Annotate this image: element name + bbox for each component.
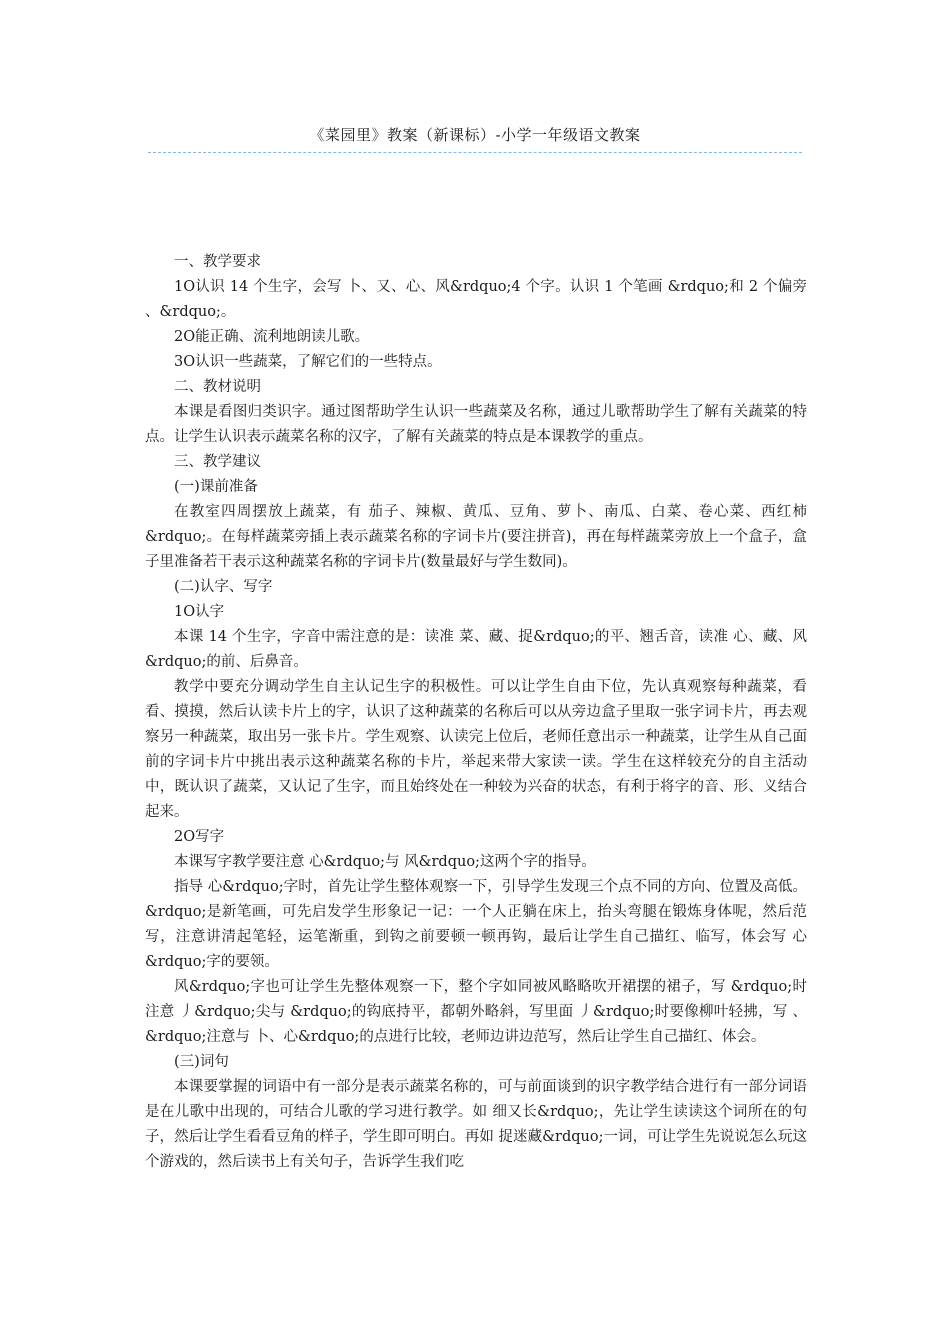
body-paragraph: 本课写字教学要注意 心&rdquo;与 风&rdquo;这两个字的指导。 — [174, 854, 596, 870]
body-paragraph: 本课 14 个生字，字音中需注意的是：读准 菜、藏、捉&rdquo;的平、翘舌音，读准 心、藏、风&rdquo;的前、后鼻音。 — [145, 629, 807, 670]
body-paragraph: 本课要掌握的词语中有一部分是表示蔬菜名称的，可与前面谈到的识字教学结合进行有一部分词语是在儿歌中出现的，可结合儿歌的学习进行教学。如 细又长&rdquo;，先让学生读读这个词所在的句子，然后让学生看看豆角的样子，学生即可明白。再如 捉迷藏&rdquo;一词，可让学生先说说怎么玩这个游戏的，然后读书上有关句子，告诉学生我们吃 — [145, 1079, 807, 1170]
section-heading: 二、教材说明 — [174, 379, 261, 395]
body-paragraph: 本课是看图归类识字。通过图帮助学生认识一些蔬菜及名称，通过儿歌帮助学生了解有关蔬菜的特点。让学生认识表示蔬菜名称的汉字，了解有关蔬菜的特点是本课教学的重点。 — [145, 404, 807, 445]
document-title: 《菜园里》教案（新课标）-小学一年级语文教案 — [309, 126, 641, 144]
body-paragraph: 教学中要充分调动学生自主认记生字的积极性。可以让学生自由下位，先认真观察每种蔬菜，看看、摸摸，然后认读卡片上的字，认识了这种蔬菜的名称后可以从旁边盒子里取一张字词卡片，再去观察另一种蔬菜，取出另一张卡片。学生观察、认读完上位后，老师任意出示一种蔬菜，让学生从自己面前的字词卡片中挑出表示这种蔬菜名称的卡片，举起来带大家读一读。学生在这样较充分的自主活动中，既认识了蔬菜，又认记了生字，而且始终处在一种较为兴奋的状态，有利于将字的音、形、义结合起来。 — [145, 679, 807, 820]
body-paragraph: 风&rdquo;字也可让学生先整体观察一下，整个字如同被风略略吹开裙摆的裙子，写 &rdquo;时注意 丿&rdquo;尖与 &rdquo;的钩底持平，都朝外略斜，写里面 丿&rdquo;时要像柳叶轻拂，写 、&rdquo;注意与 卜、心&rdquo;的点进行比较，老师边讲边范写，然后让学生自己描红、体会。 — [145, 979, 807, 1045]
subsection-heading: (一)课前准备 — [174, 479, 258, 495]
section-heading: 一、教学要求 — [174, 254, 261, 270]
title-divider — [148, 152, 802, 153]
section-heading: 三、教学建议 — [174, 454, 261, 470]
item-heading: 1O认字 — [174, 604, 225, 620]
item-heading: 2O写字 — [174, 829, 225, 845]
document-body — [145, 250, 807, 1175]
body-paragraph: 2O能正确、流利地朗读儿歌。 — [174, 329, 370, 345]
body-paragraph: 1O认识 14 个生字，会写 卜、又、心、风&rdquo;4 个字。认识 1 个笔画 &rdquo;和 2 个偏旁 、&rdquo;。 — [145, 279, 807, 320]
body-paragraph: 3O认识一些蔬菜，了解它们的一些特点。 — [174, 354, 442, 370]
body-paragraph: 指导 心&rdquo;字时，首先让学生整体观察一下，引导学生发现三个点不同的方向、位置及高低。 &rdquo;是新笔画，可先启发学生形象记一记：一个人正躺在床上，抬头弯腿在锻炼身体呢，然后范写，注意讲清起笔轻，运笔渐重，到钩之前要顿一顿再钩，最后让学生自己描红、临写，体会写 心&rdquo;字的要领。 — [145, 879, 807, 970]
subsection-heading: (二)认字、写字 — [174, 579, 273, 595]
subsection-heading: (三)词句 — [174, 1054, 229, 1070]
body-paragraph: 在教室四周摆放上蔬菜，有 茄子、辣椒、黄瓜、豆角、萝卜、南瓜、白菜、卷心菜、西红柿&rdquo;。在每样蔬菜旁插上表示蔬菜名称的字词卡片(要注拼音)，再在每样蔬菜旁放上一个盒子，盒子里准备若干表示这种蔬菜名称的字词卡片(数量最好与学生数同)。 — [145, 504, 807, 570]
